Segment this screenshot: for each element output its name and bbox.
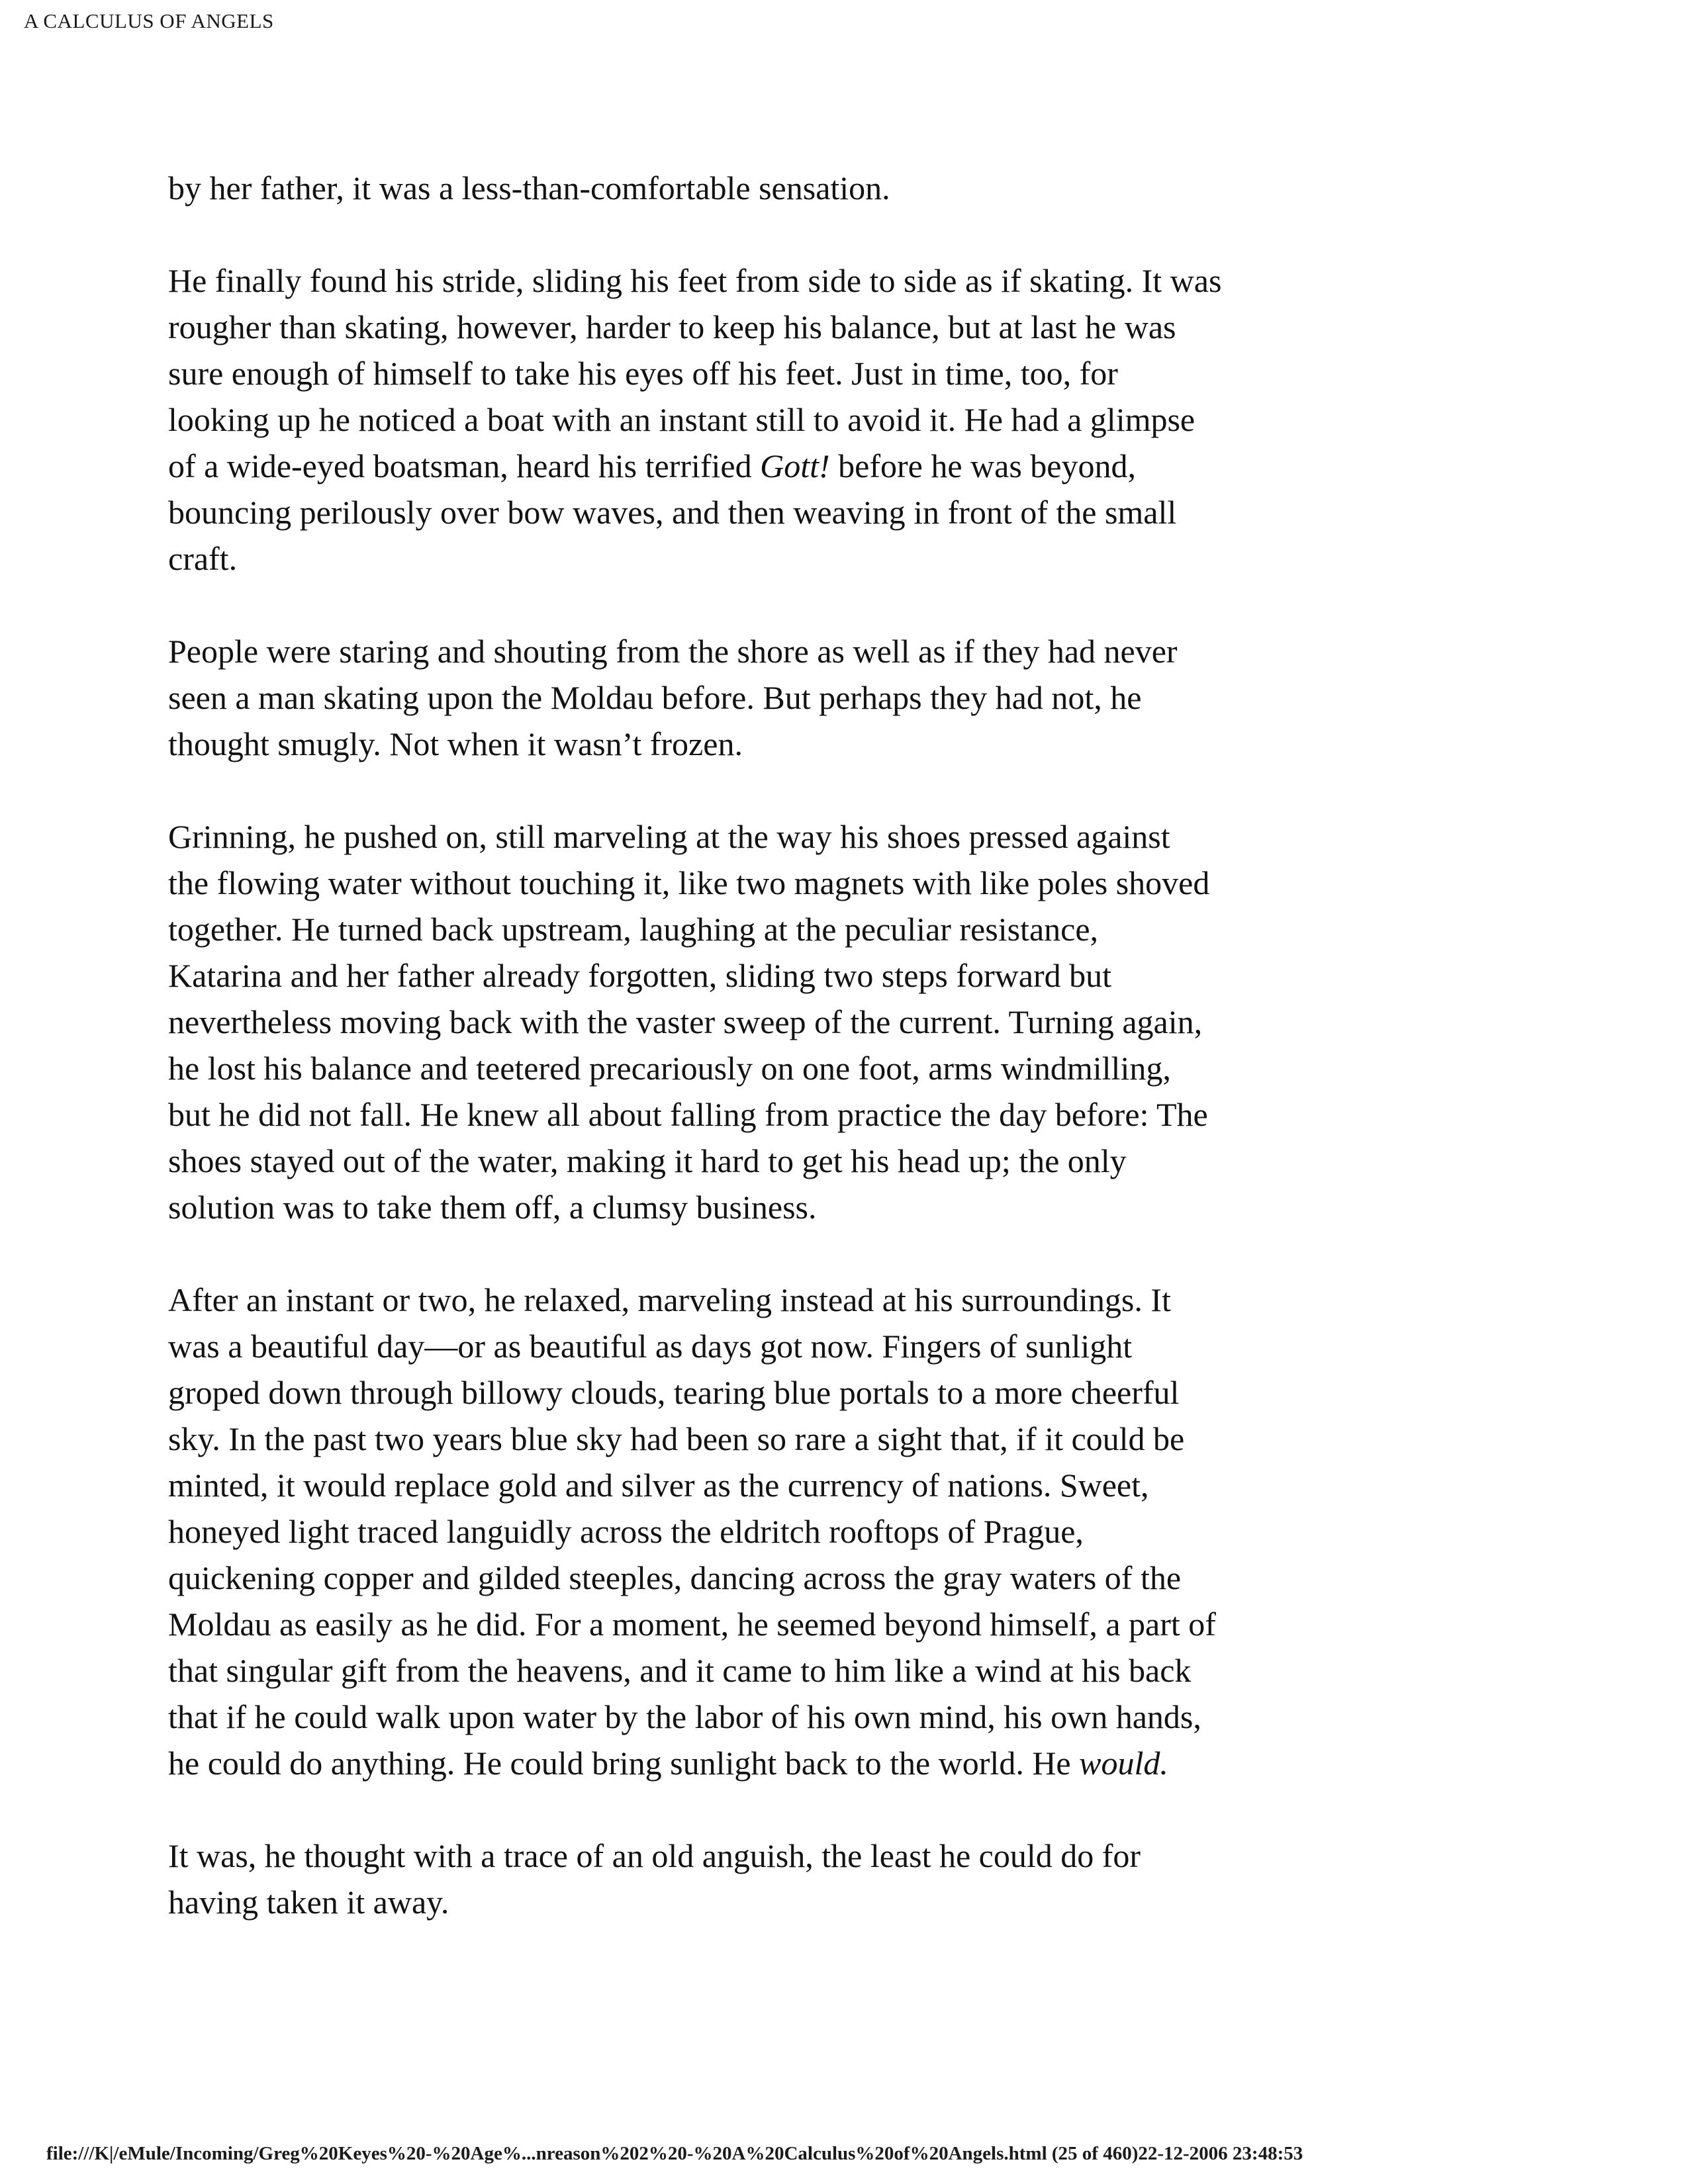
text-line: shoes stayed out of the water, making it hard to get his head up; the only <box>168 1142 1127 1179</box>
text-line: seen a man skating upon the Moldau before. But perhaps they had not, he <box>168 679 1142 716</box>
text-line: that if he could walk upon water by the labor of his own mind, his own hands, <box>168 1698 1201 1735</box>
text-line: After an instant or two, he relaxed, marveling instead at his surroundings. It <box>168 1281 1171 1318</box>
text-line: groped down through billowy clouds, tearing blue portals to a more cheerful <box>168 1374 1180 1411</box>
text-line: minted, it would replace gold and silver as the currency of nations. Sweet, <box>168 1467 1149 1504</box>
text-line: sure enough of himself to take his eyes off his feet. Just in time, too, for <box>168 355 1118 392</box>
text-run: he could do anything. He could bring sunlight back to the world. He <box>168 1745 1080 1782</box>
italic-word: Gott! <box>760 447 830 484</box>
text-line: thought smugly. Not when it wasn’t frozen. <box>168 725 743 762</box>
text-line: looking up he noticed a boat with an instant still to avoid it. He had a glimpse <box>168 401 1196 438</box>
text-line: rougher than skating, however, harder to keep his balance, but at last he was <box>168 308 1176 345</box>
text-line: Katarina and her father already forgotten, sliding two steps forward but <box>168 957 1111 994</box>
text-line: People were staring and shouting from the shore as well as if they had never <box>168 633 1178 670</box>
chapter-body <box>168 165 1532 1972</box>
text-line: that singular gift from the heavens, and it came to him like a wind at his back <box>168 1652 1192 1689</box>
text-line-with-italic <box>168 1740 1532 1786</box>
text-line: He finally found his stride, sliding his feet from side to side as if skating. It was <box>168 262 1222 299</box>
italic-word: would. <box>1079 1745 1168 1782</box>
running-title: A CALCULUS OF ANGELS <box>24 9 274 32</box>
text-line: sky. In the past two years blue sky had been so rare a sight that, if it could be <box>168 1420 1185 1457</box>
text-line: the flowing water without touching it, like two magnets with like poles shoved <box>168 864 1210 901</box>
text-line: by her father, it was a less-than-comfortable sensation. <box>168 169 890 206</box>
text-line: was a beautiful day—or as beautiful as days got now. Fingers of sunlight <box>168 1328 1133 1365</box>
text-line: It was, he thought with a trace of an old anguish, the least he could do for <box>168 1837 1141 1874</box>
text-line: quickening copper and gilded steeples, dancing across the gray waters of the <box>168 1559 1182 1596</box>
file-path-footer: file:///K|/eMule/Incoming/Greg%20Keyes%20-%20Age%...nreason%202%20-%20A%20Calculus%20of%20Angels.html (25 of 460)22-12-2006 23:48:53 <box>46 2143 1303 2164</box>
text-line: Grinning, he pushed on, still marveling at the way his shoes pressed against <box>168 818 1170 855</box>
paragraph-3 <box>168 628 1532 767</box>
text-line: bouncing perilously over bow waves, and then weaving in front of the small <box>168 494 1177 531</box>
text-line: Moldau as easily as he did. For a moment, he seemed beyond himself, a part of <box>168 1606 1216 1643</box>
paragraph-1 <box>168 165 1532 211</box>
text-line: craft. <box>168 540 238 577</box>
paragraph-2 <box>168 257 1532 582</box>
paragraph-4 <box>168 813 1532 1230</box>
paragraph-6 <box>168 1833 1532 1925</box>
paragraph-5 <box>168 1277 1532 1786</box>
text-run: of a wide-eyed boatsman, heard his terrified <box>168 447 761 484</box>
text-line: but he did not fall. He knew all about falling from practice the day before: The <box>168 1096 1208 1133</box>
text-line-with-italic <box>168 443 1532 489</box>
text-line: honeyed light traced languidly across the eldritch rooftops of Prague, <box>168 1513 1084 1550</box>
text-run: before he was beyond, <box>829 447 1136 484</box>
text-line: solution was to take them off, a clumsy business. <box>168 1189 817 1226</box>
text-line: having taken it away. <box>168 1884 449 1921</box>
text-line: nevertheless moving back with the vaster sweep of the current. Turning again, <box>168 1003 1203 1040</box>
text-line: he lost his balance and teetered precariously on one foot, arms windmilling, <box>168 1050 1171 1087</box>
text-line: together. He turned back upstream, laughing at the peculiar resistance, <box>168 911 1099 948</box>
